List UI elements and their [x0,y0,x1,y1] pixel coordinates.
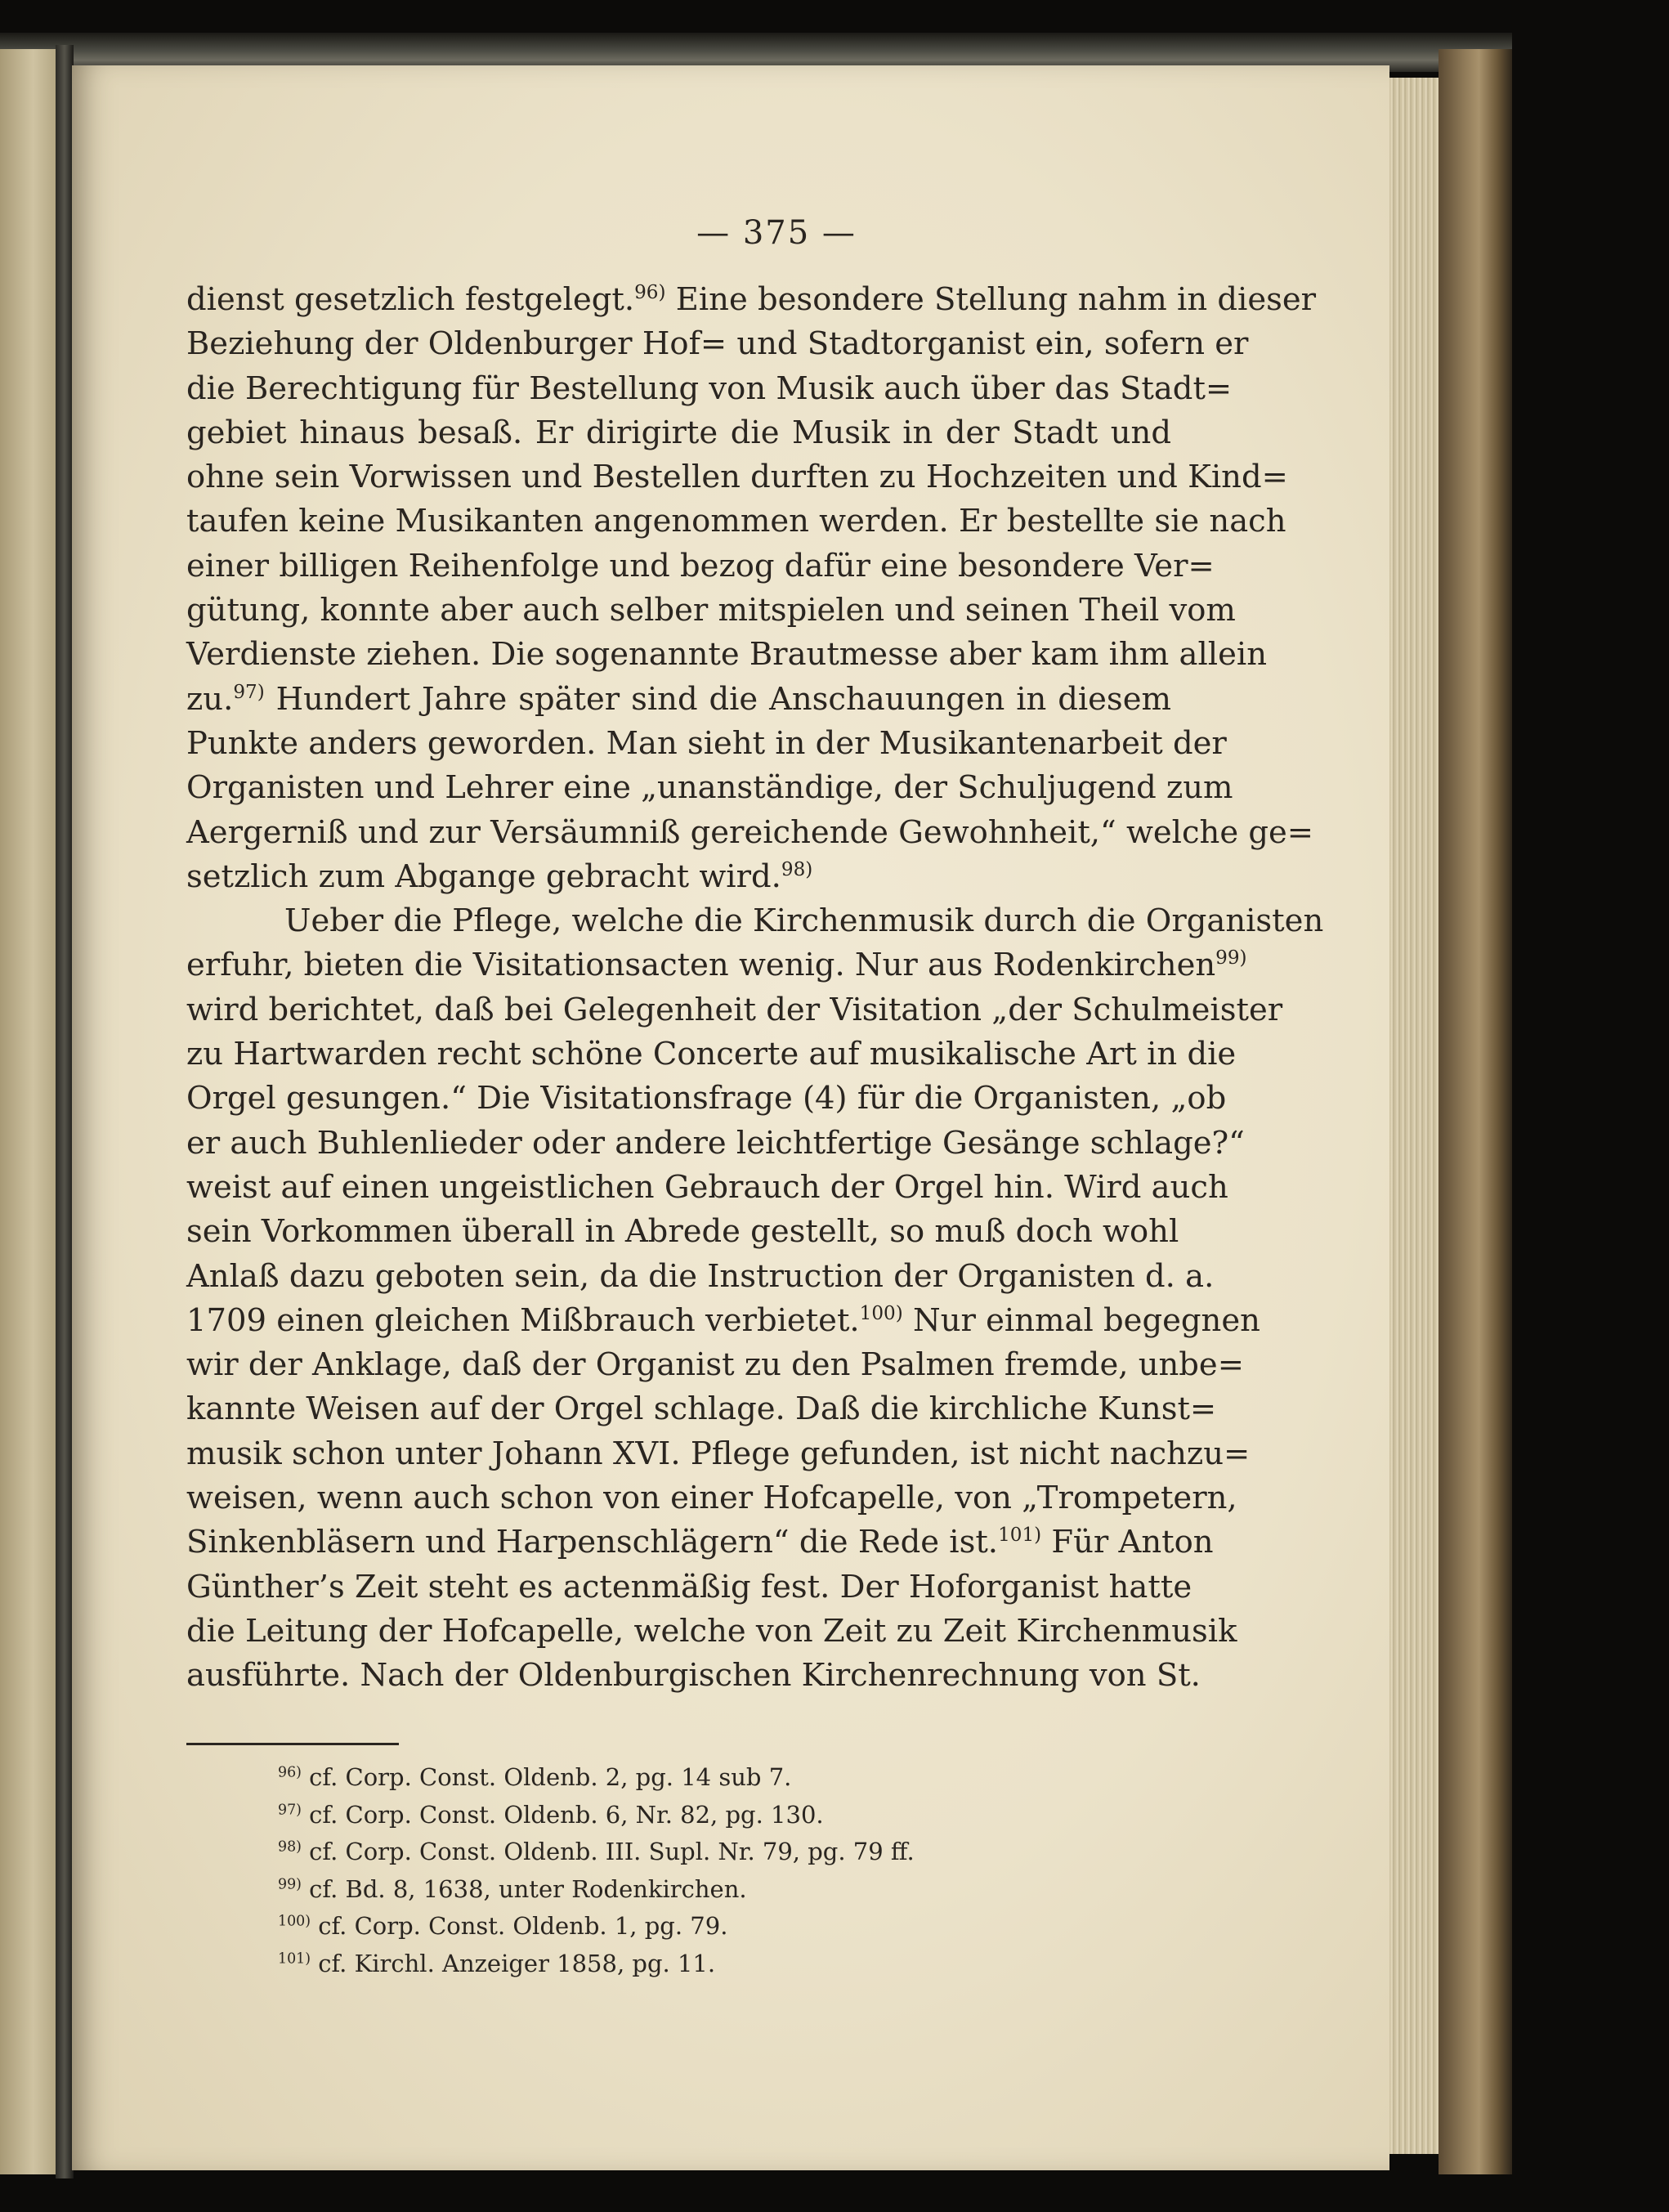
text-line-11: Punkte anders geworden. Man sieht in der Musikantenarbeit der [186,724,1227,762]
text-line-19: Orgel gesungen.“ Die Visitationsfrage (4) für die Organisten, „ob [186,1080,1227,1117]
text-line-8: gütung, konnte aber auch selber mitspielen und seinen Theil vom [186,592,1236,629]
book-gutter [56,45,74,2178]
page-edges [1389,78,1439,2154]
text-line-3: die Berechtigung für Bestellung von Musik auch über das Stadt= [186,369,1233,407]
text-line-23: Anlaß dazu geboten sein, da die Instruction der Organisten d. a. [186,1257,1215,1295]
text-line-15: Ueber die Pflege, welche die Kirchenmusik durch die Organisten [284,902,1324,940]
text-line-5: ohne sein Vorwissen und Bestellen durften zu Hochzeiten und Kind= [186,459,1288,496]
left-facing-page [0,49,56,2174]
text-line-30: Günther’s Zeit steht es actenmäßig fest. Der Hoforganist hatte [186,1568,1192,1605]
book-cover-edge [1439,49,1512,2174]
footnote-100: $^{100)}$ cf. Corp. Const. Oldenb. 1, pg. 79. [278,1912,728,1941]
footnote-96: $^{96)}$ cf. Corp. Const. Oldenb. 2, pg. 14 sub 7. [278,1763,792,1791]
text-line-14: setzlich zum Abgange gebracht wird.$^{98)}$ [186,857,813,895]
text-line-26: kannte Weisen auf der Orgel schlage. Daß die kirchliche Kunst= [186,1390,1217,1428]
footnote-98: $^{98)}$ cf. Corp. Const. Oldenb. III. Supl. Nr. 79, pg. 79 ff. [278,1838,915,1866]
text-line-6: taufen keine Musikanten angenommen werden. Er bestellte sie nach [186,503,1286,540]
text-line-29: Sinkenbläsern und Harpenschlägern“ die Rede ist.$^{101)}$ Für Anton [186,1524,1214,1561]
page-number: — 375 — [696,214,857,252]
text-line-21: weist auf einen ungeistlichen Gebrauch der Orgel hin. Wird auch [186,1168,1228,1206]
footnote-97: $^{97)}$ cf. Corp. Const. Oldenb. 6, Nr. 82, pg. 130. [278,1800,824,1829]
text-line-22: sein Vorkommen überall in Abrede gestellt, so muß doch wohl [186,1213,1179,1251]
text-line-24: 1709 einen gleichen Mißbrauch verbietet.$^{100)}$ Nur einmal begegnen [186,1301,1260,1339]
footnote-101: $^{101)}$ cf. Kirchl. Anzeiger 1858, pg. 11. [278,1949,716,1977]
text-line-1: dienst gesetzlich festgelegt.$^{96)}$ Eine besondere Stellung nahm in dieser [186,281,1317,318]
text-line-17: wird berichtet, daß bei Gelegenheit der Visitation „der Schulmeister [186,991,1283,1028]
footnotes [278,1759,1136,1983]
text-line-2: Beziehung der Oldenburger Hof= und Stadtorganist ein, sofern er [186,325,1249,363]
text-line-10: zu.$^{97)}$ Hundert Jahre später sind die Anschauungen in diesem [186,680,1171,718]
text-line-25: wir der Anklage, daß der Organist zu den Psalmen fremde, unbe= [186,1346,1244,1384]
text-line-28: weisen, wenn auch schon von einer Hofcapelle, von „Trompetern, [186,1480,1237,1517]
text-line-27: musik schon unter Johann XVI. Pflege gefunden, ist nicht nachzu= [186,1435,1251,1472]
text-line-31: die Leitung der Hofcapelle, welche von Zeit zu Zeit Kirchenmusik [186,1612,1237,1650]
text-line-7: einer billigen Reihenfolge und bezog dafür eine besondere Ver= [186,547,1215,584]
text-line-12: Organisten und Lehrer eine „unanständige, der Schuljugend zum [186,769,1233,807]
text-line-18: zu Hartwarden recht schöne Concerte auf musikalische Art in die [186,1036,1237,1073]
body-text [186,278,1324,1699]
text-line-13: Aergerniß und zur Versäumniß gereichende Gewohnheit,“ welche ge= [186,813,1314,851]
text-line-4: gebiet hinaus besaß. Er dirigirte die Musik in der Stadt und [186,414,1171,451]
text-line-32: ausführte. Nach der Oldenburgischen Kirchenrechnung von St. [186,1657,1201,1695]
text-line-9: Verdienste ziehen. Die sogenannte Brautmesse aber kam ihm allein [186,636,1268,674]
footnote-99: $^{99)}$ cf. Bd. 8, 1638, unter Rodenkirchen. [278,1874,747,1903]
text-line-16: erfuhr, bieten die Visitationsacten wenig. Nur aus Rodenkirchen$^{99)}$ [186,947,1247,984]
text-line-20: er auch Buhlenlieder oder andere leichtfertige Gesänge schlage?“ [186,1124,1245,1162]
footnote-separator [186,1743,399,1745]
